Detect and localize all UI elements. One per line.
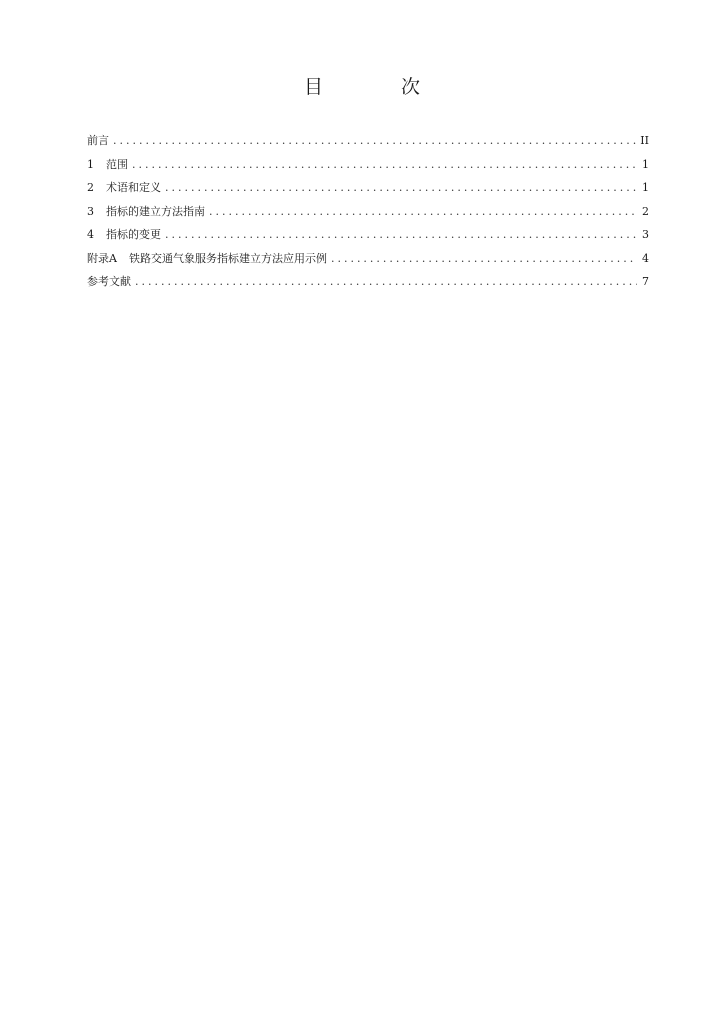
toc-entry-terms[interactable] [87,176,649,200]
toc-leader-dots [165,176,637,200]
toc-entry-page: 1 [642,181,649,194]
toc-leader-dots [132,153,637,177]
toc-entry-page: 2 [642,204,649,218]
toc-leader-dots [209,200,637,224]
toc-entry-label: 范围 [106,157,128,171]
toc-entry-page: 1 [642,157,649,171]
toc-leader-dots [165,223,637,247]
toc-entry-number: 附录A [87,251,117,265]
toc-entry-number: 1 [87,157,94,171]
table-of-contents [87,129,649,294]
toc-entry-scope[interactable] [87,153,649,177]
toc-leader-dots [113,129,636,153]
toc-entry-label: 参考文献 [87,275,131,288]
toc-entry-number: 3 [87,204,94,218]
toc-entry-changes[interactable] [87,223,649,247]
toc-entry-label: 术语和定义 [106,181,161,194]
toc-entry-label: 铁路交通气象服务指标建立方法应用示例 [128,251,327,265]
toc-entry-number: 2 [87,181,94,194]
toc-entry-method-guide[interactable] [87,200,649,224]
toc-entry-page: 3 [642,228,649,241]
toc-title: 目 次 [303,76,457,98]
toc-entry-foreword[interactable] [87,129,649,153]
toc-entry-page: II [640,134,649,147]
toc-entry-page: 7 [642,275,649,288]
toc-leader-dots [331,247,637,271]
toc-entry-references[interactable] [87,270,649,294]
toc-leader-dots [135,270,637,294]
toc-entry-page: 4 [642,251,649,265]
toc-entry-label: 指标的变更 [106,228,161,241]
toc-entry-label: 前言 [87,134,109,147]
toc-entry-number: 4 [87,228,94,241]
toc-entry-appendix-a[interactable] [87,247,649,271]
toc-entry-label: 指标的建立方法指南 [106,204,205,218]
